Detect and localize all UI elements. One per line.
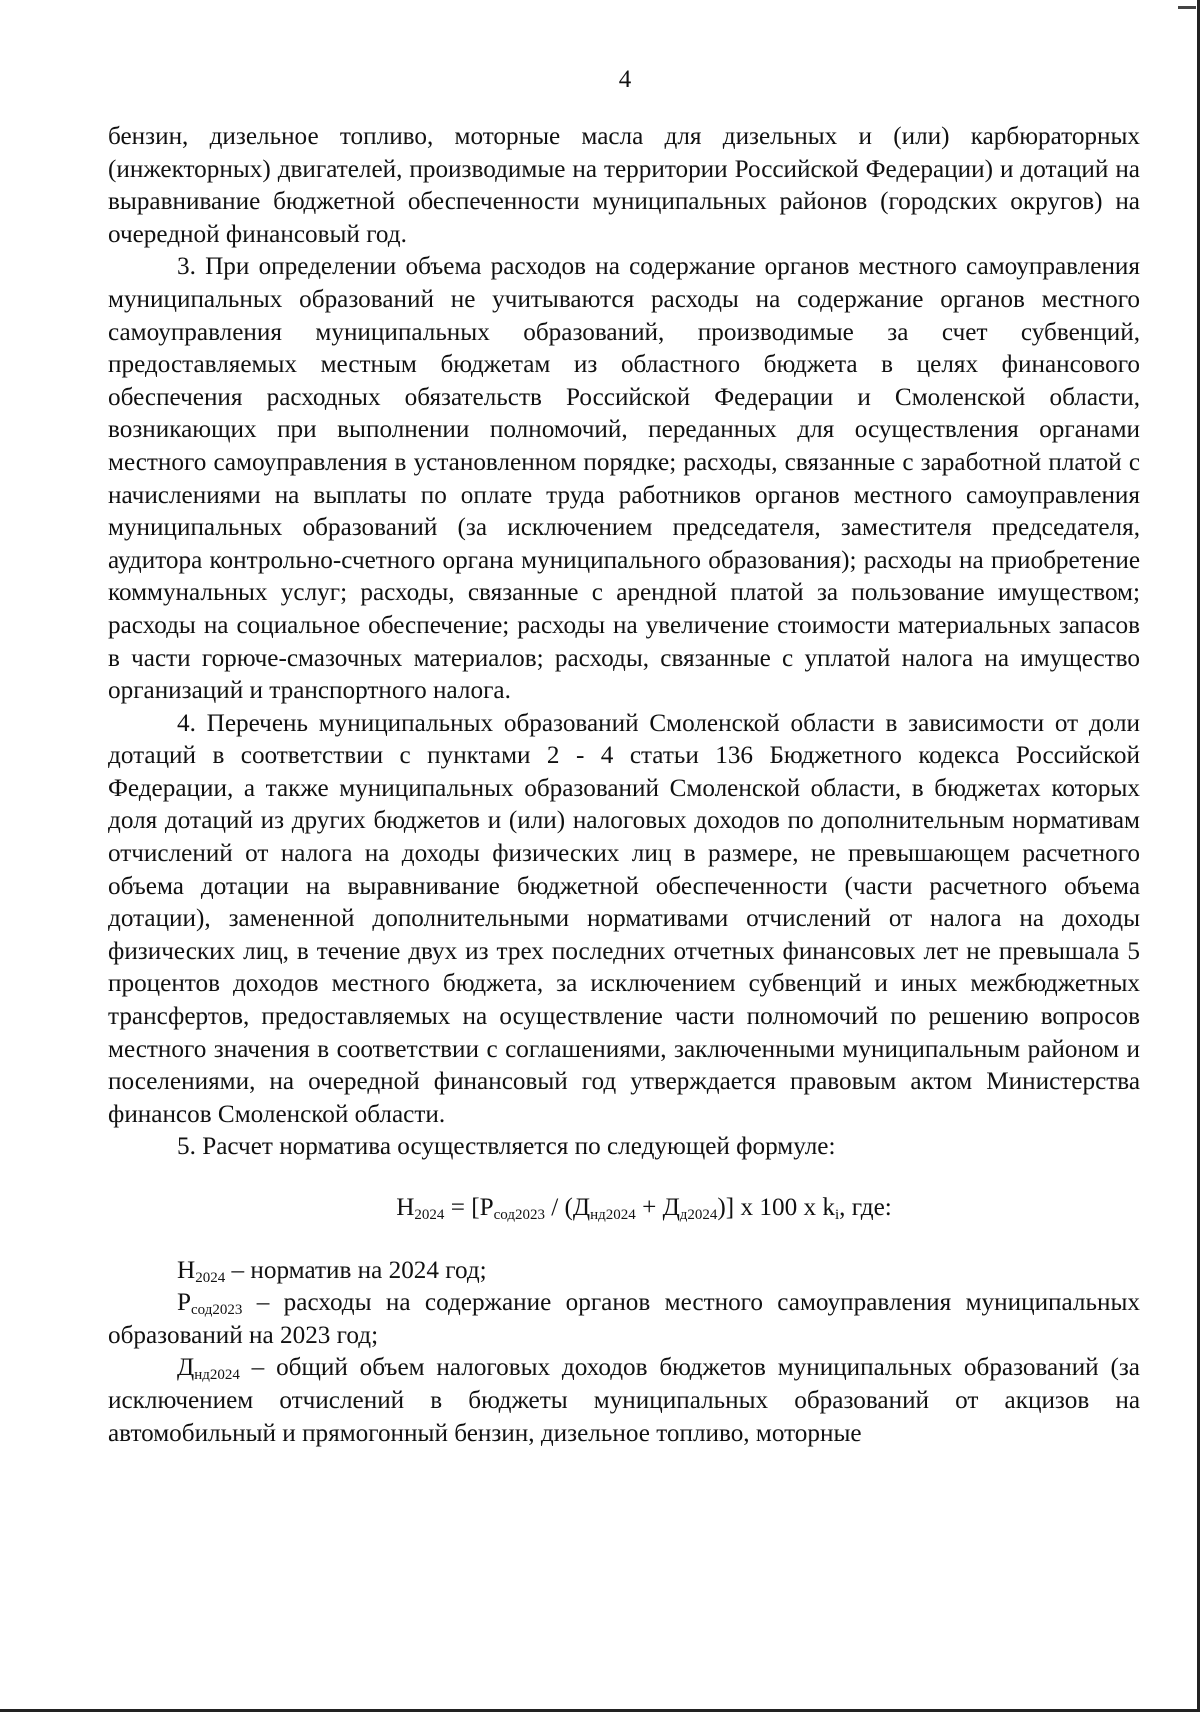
formula-close: )] x 100 x k <box>717 1194 835 1221</box>
page-number: 4 <box>618 66 632 93</box>
definition-dnd2024 <box>108 1352 1140 1450</box>
paragraph-4: 4. Перечень муниципальных образований Смоленской области в зависимости от доли дотаций в соответствии с пунктами 2 - 4 статьи 136 Бюджетного кодекса Российской Федерации, а также муниципальных образований Смоленской области, в бюджетах которых доля дотаций из других бюджетов и (или) налоговых доходов по дополнительным нормативам отчислений от налога на доходы физических лиц в размере, не превышающем расчетного объема дотации на выравнивание бюджетной обеспеченности (части расчетного объема дотации), замененной дополнительными нормативами отчислений от налога на доходы физических лиц, в течение двух из трех последних отчетных финансовых лет не превышала 5 процентов доходов местного бюджета, за исключением субвенций и иных межбюджетных трансфертов, предоставляемых на осуществление части полномочий по решению вопросов местного значения в соответствии с соглашениями, заключенными муниципальным районом и поселениями, на очередной финансовый год утверждается правовым актом Министерства финансов Смоленской области. <box>108 709 1140 1128</box>
definition-symbol: Д <box>177 1354 195 1382</box>
formula-dd-sub: д2024 <box>679 1207 718 1223</box>
formula-r-sub: сод2023 <box>493 1207 545 1223</box>
definition-sub: нд2024 <box>194 1367 240 1384</box>
definition-sub: сод2023 <box>191 1302 243 1319</box>
definition-sub: 2024 <box>195 1269 226 1286</box>
formula <box>108 1192 1140 1225</box>
definition-text: – норматив на 2024 год; <box>225 1256 487 1284</box>
formula-k-sub: i <box>834 1207 840 1223</box>
formula-dnd-sub: нд2024 <box>590 1207 636 1223</box>
definition-rsod2023 <box>108 1287 1140 1352</box>
definition-h2024 <box>108 1255 1140 1288</box>
definition-text: – расходы на содержание органов местного самоуправления муниципальных образований на 2023 год; <box>108 1289 1140 1349</box>
definition-text: – общий объем налоговых доходов бюджетов муниципальных образований (за исключением отчислений в бюджеты муниципальных образований от акцизов на автомобильный и прямогонный бензин, дизельное топливо, моторные <box>108 1354 1140 1447</box>
formula-h: Н <box>396 1194 415 1221</box>
formula-h-sub: 2024 <box>414 1207 445 1223</box>
paragraph-3: 3. При определении объема расходов на содержание органов местного самоуправления муниципальных образований не учитываются расходы на содержание органов местного самоуправления муниципальных образований, производимые за счет субвенций, предоставляемых местным бюджетам из областного бюджета в целях финансового обеспечения расходных обязательств Российской Федерации и Смоленской области, возникающих при выполнении полномочий, переданных для осуществления органами местного самоуправления в установленном порядке; расходы, связанные с заработной платой с начислениями на выплаты по оплате труда работников органов местного самоуправления муниципальных образований (за исключением председателя, заместителя председателя, аудитора контрольно-счетного органа муниципального образования); расходы на приобретение коммунальных услуг; расходы, связанные с арендной платой за пользование имуществом; расходы на социальное обеспечение; расходы на увеличение стоимости материальных запасов в части горюче-смазочных материалов; расходы, связанные с уплатой налога на имущество организаций и транспортного налога. <box>108 253 1140 705</box>
paragraph-continuation: бензин, дизельное топливо, моторные масла для дизельных и (или) карбюраторных (инжекторных) двигателей, производимые на территории Российской Федерации) и дотаций на выравнивание бюджетной обеспеченности муниципальных районов (городских округов) на очередной финансовый год. <box>108 123 1140 248</box>
formula-eq-open: = [Р <box>444 1194 494 1221</box>
scan-top-mark <box>1178 6 1196 9</box>
formula-div: / (Д <box>544 1194 591 1221</box>
document-body <box>108 121 1140 1450</box>
paragraph-5: 5. Расчет норматива осуществляется по следующей формуле: <box>177 1133 836 1161</box>
definition-symbol: Р <box>177 1289 192 1317</box>
formula-plus: + Д <box>635 1194 680 1221</box>
definition-symbol: Н <box>177 1256 196 1284</box>
formula-tail: , где: <box>839 1194 892 1221</box>
